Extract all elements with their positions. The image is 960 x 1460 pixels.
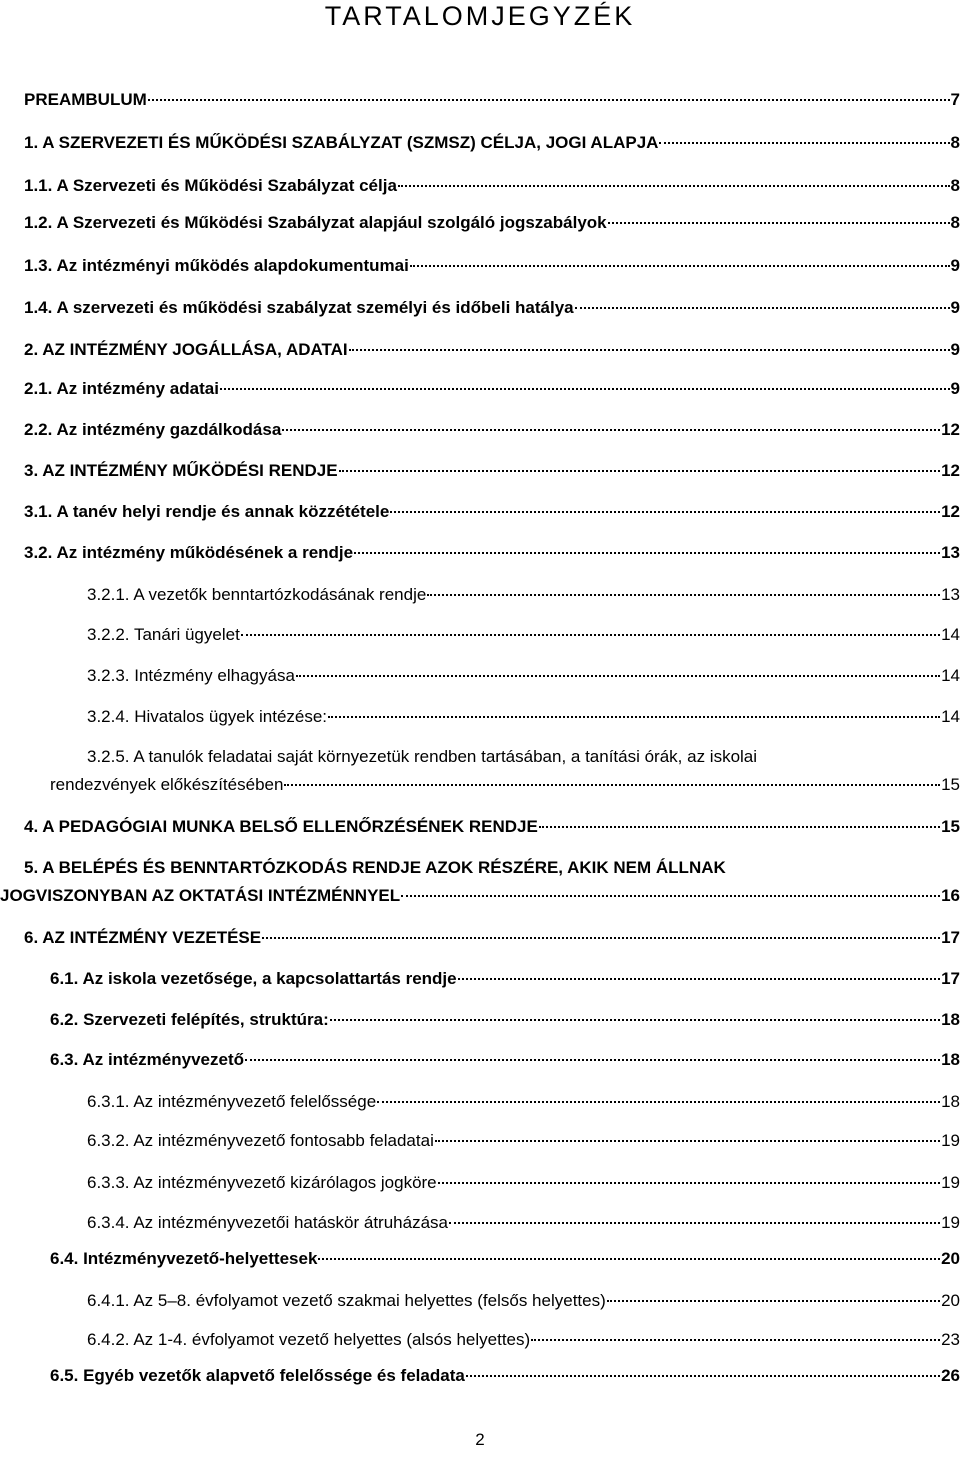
leader-dots	[531, 1339, 940, 1341]
toc-entry-page: 18	[941, 1010, 960, 1029]
leader-dots	[328, 716, 940, 718]
leader-dots	[466, 1375, 940, 1377]
toc-entry[interactable]	[0, 500, 960, 524]
leader-dots	[427, 594, 940, 596]
toc-entry-page: 15	[941, 775, 960, 794]
toc-entry[interactable]	[0, 131, 960, 155]
leader-dots	[410, 265, 950, 267]
toc-entry-page: 19	[941, 1131, 960, 1150]
leader-dots	[220, 388, 950, 390]
toc-entry-title: 6.5. Egyéb vezetők alapvető felelőssége és feladata	[50, 1366, 465, 1385]
toc-entry[interactable]	[0, 211, 960, 235]
toc-entry[interactable]	[0, 745, 960, 801]
toc-entry[interactable]	[0, 623, 960, 647]
toc-entry[interactable]	[0, 856, 960, 912]
toc-entry[interactable]	[0, 705, 960, 729]
toc-entry-page: 26	[941, 1366, 960, 1385]
toc-entry-title: 6.3.2. Az intézményvezető fontosabb feladatai	[87, 1131, 434, 1150]
toc-entry-title: 3.2.4. Hivatalos ügyek intézése:	[87, 707, 328, 726]
leader-dots	[339, 470, 940, 472]
toc-entry-title: 1. A SZERVEZETI ÉS MŰKÖDÉSI SZABÁLYZAT (SZMSZ) CÉLJA, JOGI ALAPJA	[24, 133, 659, 152]
toc-entry-title: 2.1. Az intézmény adatai	[24, 379, 219, 398]
toc-entry[interactable]	[0, 1247, 960, 1271]
toc-entry-title: 6.3.1. Az intézményvezető felelőssége	[87, 1092, 377, 1111]
toc-entry-title: 3.2.1. A vezetők benntartózkodásának rendje	[87, 585, 427, 604]
toc-entry-page: 13	[941, 543, 960, 562]
leader-dots	[401, 895, 940, 897]
toc-entry-page: 15	[941, 817, 960, 836]
toc-entry[interactable]	[0, 815, 960, 839]
leader-dots	[458, 978, 940, 980]
toc-entry-title-line1: 3.2.5. A tanulók feladatai saját környezetük rendben tartásában, a tanítási órák, az iskolai	[87, 747, 758, 766]
toc-entry-title: 6.3. Az intézményvezető	[50, 1050, 244, 1069]
toc-entry-title: 6.2. Szervezeti felépítés, struktúra:	[50, 1010, 329, 1029]
leader-dots	[449, 1222, 940, 1224]
toc-entry-title: 6.3.4. Az intézményvezetői hatáskör átruházása	[87, 1213, 448, 1232]
toc-entry-title: 1.2. A Szervezeti és Működési Szabályzat alapjául szolgáló jogszabályok	[24, 213, 607, 232]
toc-entry-title: 1.3. Az intézményi működés alapdokumentumai	[24, 256, 409, 275]
leader-dots	[575, 307, 950, 309]
toc-entry[interactable]	[0, 1129, 960, 1153]
leader-dots	[390, 511, 940, 513]
toc-entry-title: 3.2. Az intézmény működésének a rendje	[24, 543, 354, 562]
toc-entry-title: 6.1. Az iskola vezetősége, a kapcsolattartás rendje	[50, 969, 457, 988]
toc-entry[interactable]	[0, 254, 960, 278]
toc-entry-title: 3.2.2. Tanári ügyelet	[87, 625, 240, 644]
leader-dots	[330, 1019, 940, 1021]
leader-dots	[539, 826, 940, 828]
toc-entry-page: 9	[950, 379, 960, 398]
leader-dots	[608, 222, 950, 224]
toc-entry[interactable]	[0, 541, 960, 565]
toc-entry-page: 19	[941, 1173, 960, 1192]
toc-entry-title: 1.4. A szervezeti és működési szabályzat személyi és időbeli hatálya	[24, 298, 574, 317]
toc-entry-title: 6.4.1. Az 5–8. évfolyamot vezető szakmai helyettes (felsős helyettes)	[87, 1291, 606, 1310]
toc-entry-page: 14	[941, 707, 960, 726]
toc-entry-title: JOGVISZONYBAN AZ OKTATÁSI INTÉZMÉNNYEL	[0, 886, 401, 905]
toc-entry-title: 4. A PEDAGÓGIAI MUNKA BELSŐ ELLENŐRZÉSÉNEK RENDJE	[24, 817, 538, 836]
toc-entry-page: 8	[950, 176, 960, 195]
toc-entry-page: 23	[941, 1330, 960, 1349]
toc-entry-title: 6.3.3. Az intézményvezető kizárólagos jogköre	[87, 1173, 437, 1192]
leader-dots	[284, 784, 940, 786]
toc-entry[interactable]	[0, 1364, 960, 1388]
leader-dots	[318, 1258, 940, 1260]
toc-entry-page: 20	[941, 1249, 960, 1268]
toc-entry[interactable]	[0, 174, 960, 198]
leader-dots	[435, 1140, 940, 1142]
leader-dots	[438, 1182, 940, 1184]
toc-entry[interactable]	[0, 88, 960, 112]
toc-entry-title: 6.4.2. Az 1-4. évfolyamot vezető helyettes (alsós helyettes)	[87, 1330, 531, 1349]
leader-dots	[377, 1101, 940, 1103]
toc-entry[interactable]	[0, 1211, 960, 1235]
toc-entry-page: 12	[941, 502, 960, 521]
toc-entry-page: 14	[941, 666, 960, 685]
page-title: TARTALOMJEGYZÉK	[324, 1, 636, 31]
toc-entry-title: 3.1. A tanév helyi rendje és annak közzététele	[24, 502, 390, 521]
leader-dots	[282, 429, 940, 431]
toc-entry[interactable]	[0, 967, 960, 991]
leader-dots	[607, 1300, 940, 1302]
toc-entry-title: rendezvények előkészítésében	[50, 775, 284, 794]
toc-entry[interactable]	[0, 1328, 960, 1352]
toc-entry[interactable]	[0, 377, 960, 401]
toc-entry-title: 6. AZ INTÉZMÉNY VEZETÉSE	[24, 928, 262, 947]
toc-entry-page: 9	[950, 256, 960, 275]
toc-entry-title: 1.1. A Szervezeti és Működési Szabályzat célja	[24, 176, 397, 195]
toc-entry[interactable]	[0, 1090, 960, 1114]
toc-entry[interactable]	[0, 583, 960, 607]
toc-entry-title: 6.4. Intézményvezető-helyettesek	[50, 1249, 318, 1268]
toc-entry-page: 17	[941, 928, 960, 947]
toc-entry-title: 2.2. Az intézmény gazdálkodása	[24, 420, 282, 439]
toc-entry[interactable]	[0, 296, 960, 320]
leader-dots	[659, 142, 949, 144]
toc-entry[interactable]	[0, 664, 960, 688]
toc-entry-page: 20	[941, 1291, 960, 1310]
toc-entry[interactable]	[0, 418, 960, 442]
page-number: 2	[475, 1430, 485, 1449]
leader-dots	[398, 185, 950, 187]
toc-entry-page: 7	[950, 90, 960, 109]
toc-entry[interactable]	[0, 1171, 960, 1195]
toc-entry-page: 9	[950, 298, 960, 317]
toc-entry-page: 12	[941, 461, 960, 480]
toc-entry-title: 2. AZ INTÉZMÉNY JOGÁLLÁSA, ADATAI	[24, 340, 348, 359]
toc-entry-page: 13	[941, 585, 960, 604]
toc-entry-title: 3. AZ INTÉZMÉNY MŰKÖDÉSI RENDJE	[24, 461, 338, 480]
leader-dots	[245, 1059, 940, 1061]
toc-entry-page: 18	[941, 1092, 960, 1111]
leader-dots	[296, 675, 940, 677]
toc-entry[interactable]	[0, 1289, 960, 1313]
toc-entry-page: 14	[941, 625, 960, 644]
leader-dots	[349, 349, 950, 351]
toc-entry[interactable]	[0, 926, 960, 950]
toc-entry-page: 8	[950, 133, 960, 152]
toc-entry-page: 12	[941, 420, 960, 439]
toc-entry-title: 3.2.3. Intézmény elhagyása	[87, 666, 295, 685]
toc-entry-title: PREAMBULUM	[24, 90, 147, 109]
toc-entry-title-line1: 5. A BELÉPÉS ÉS BENNTARTÓZKODÁS RENDJE AZOK RÉSZÉRE, AKIK NEM ÁLLNAK	[24, 858, 726, 877]
toc-entry-page: 19	[941, 1213, 960, 1232]
toc-entry-page: 9	[950, 340, 960, 359]
toc-entry-page: 16	[941, 886, 960, 905]
toc-entry[interactable]	[0, 459, 960, 483]
leader-dots	[354, 552, 940, 554]
toc-entry[interactable]	[0, 1048, 960, 1072]
toc-entry[interactable]	[0, 1008, 960, 1032]
toc-entry[interactable]	[0, 338, 960, 362]
toc-entry-page: 17	[941, 969, 960, 988]
toc-entry-page: 18	[941, 1050, 960, 1069]
leader-dots	[148, 99, 950, 101]
leader-dots	[241, 634, 940, 636]
leader-dots	[262, 937, 940, 939]
toc-entry-page: 8	[950, 213, 960, 232]
